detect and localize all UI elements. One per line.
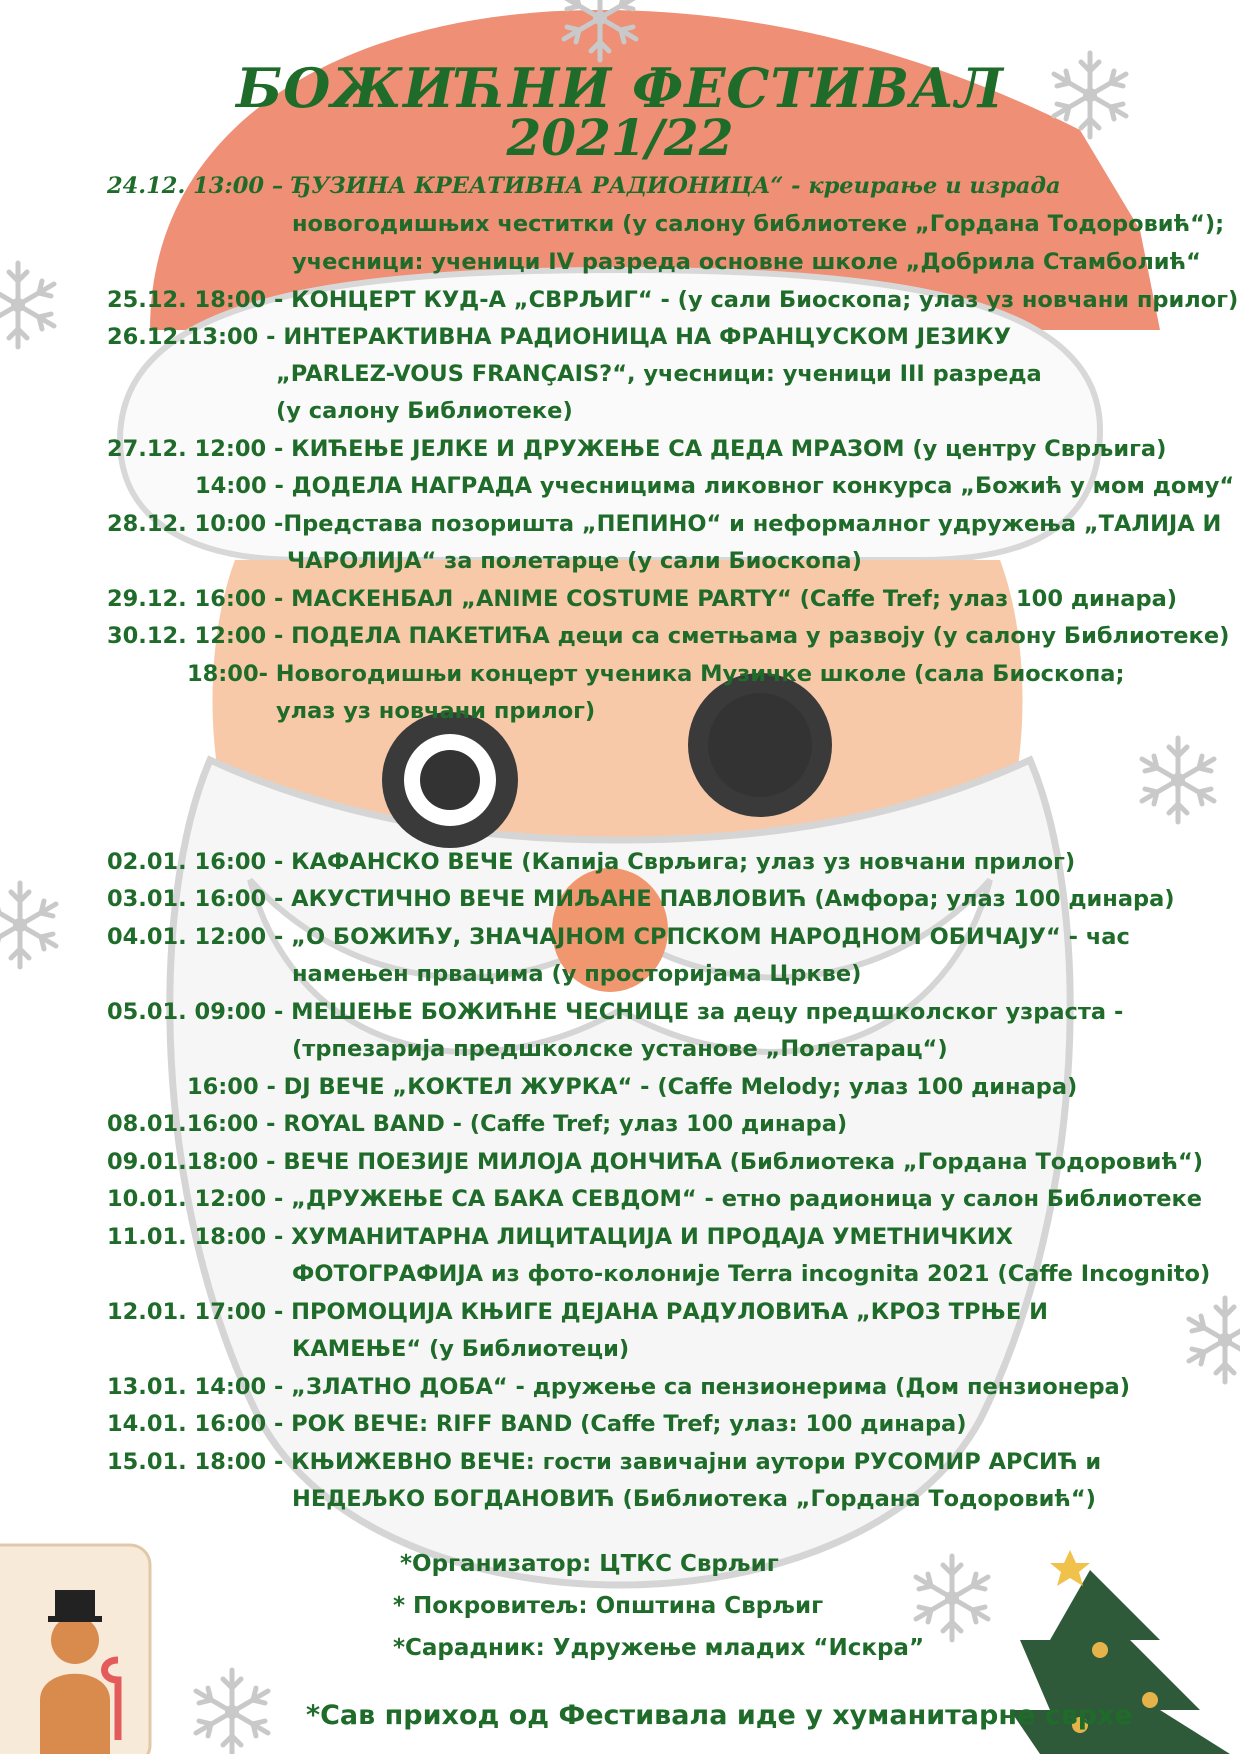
program-line: КАМЕЊЕ“ (у Библиотеци) [292, 1336, 630, 1362]
program-line: ФОТОГРАФИЈА из фото-колоније Terra incognita 2021 (Caffe Incognito) [292, 1261, 1211, 1287]
program-line: 28.12. 10:00 -Представа позоришта „ПЕПИНО“ и неформалног удружења „ТАЛИЈА И [107, 511, 1222, 537]
snowflake-icon [196, 1670, 268, 1754]
festival-year: 2021/22 [506, 108, 734, 167]
program-line: (у салону Библиотеке) [276, 398, 573, 424]
program-line: намењен првацима (у просторијама Цркве) [292, 961, 862, 987]
snowflake-icon [1142, 738, 1214, 822]
program-line: 15.01. 18:00 - КЊИЖЕВНО ВЕЧЕ: гости завичајни аутори РУСОМИР АРСИЋ и [107, 1449, 1102, 1475]
program-line: 11.01. 18:00 - ХУМАНИТАРНА ЛИЦИТАЦИЈА И ПРОДАЈА УМЕТНИЧКИХ [107, 1224, 1014, 1250]
program-line: новогодишњих честитки (у салону библиотеке „Гордана Тодоровић“); [292, 211, 1225, 237]
program-line: 03.01. 16:00 - АКУСТИЧНО ВЕЧЕ МИЉАНЕ ПАВЛОВИЋ (Амфора; улаз 100 динара) [107, 886, 1175, 912]
program-line: 14.01. 16:00 - РОК ВЕЧЕ: RIFF BAND (Caffe Tref; улаз: 100 динара) [107, 1411, 967, 1437]
program-line: 26.12.13:00 - ИНТЕРАКТИВНА РАДИОНИЦА НА ФРАНЦУСКОМ ЈЕЗИКУ [107, 324, 1011, 350]
program-line: улаз уз новчани прилог) [276, 698, 596, 724]
credit-organizer: *Организатор: ЦТКС Сврљиг [400, 1551, 779, 1577]
program-line: (трпезарија предшколске установе „Полетарац“) [292, 1036, 948, 1062]
program-line: 12.01. 17:00 - ПРОМОЦИЈА КЊИГЕ ДЕЈАНА РАДУЛОВИЋА „КРОЗ ТРЊЕ И [107, 1299, 1048, 1325]
program-line: „PARLEZ-VOUS FRANÇAIS?“, учесници: ученици III разреда [276, 361, 1042, 387]
program-line: 13.01. 14:00 - „ЗЛАТНО ДОБА“ - дружење са пензионерима (Дом пензионера) [107, 1374, 1131, 1400]
snowflake-icon [0, 263, 54, 347]
gingerbread-card-icon [0, 1545, 150, 1754]
program-line: ЧАРОЛИЈА“ за полетарце (у сали Биоскопа) [287, 548, 862, 574]
program-line: 05.01. 09:00 - МЕШЕЊЕ БОЖИЋНЕ ЧЕСНИЦЕ за децу предшколског узраста - [107, 999, 1124, 1025]
program-line: 30.12. 12:00 - ПОДЕЛА ПАКЕТИЋА деци са сметњама у развоју (у салону Библиотеке) [107, 623, 1230, 649]
snowflake-icon [1189, 1298, 1240, 1382]
program-line: 18:00- Новогодишњи концерт ученика Музичке школе (сала Биоскопа; [187, 661, 1125, 687]
program-line: НЕДЕЉКО БОГДАНОВИЋ (Библиотека „Гордана Тодоровић“) [292, 1486, 1096, 1512]
program-line: 27.12. 12:00 - КИЋЕЊЕ ЈЕЛКЕ И ДРУЖЕЊЕ СА ДЕДА МРАЗОМ (у центру Сврљига) [107, 436, 1167, 462]
program-line: 25.12. 18:00 - КОНЦЕРТ КУД-А „СВРЉИГ“ - (у сали Биоскопа; улаз уз новчани прилог) [107, 287, 1239, 313]
festival-title: БОЖИЋНИ ФЕСТИВАЛ [236, 56, 1004, 120]
program-line: учесници: ученици IV разреда основне школе „Добрила Стамболић“ [292, 249, 1201, 275]
program-line: 09.01.18:00 - ВЕЧЕ ПОЕЗИЈЕ МИЛОЈА ДОНЧИЋА (Библиотека „Гордана Тодоровић“) [107, 1149, 1204, 1175]
program-line: 16:00 - DJ ВЕЧЕ „КОКТЕЛ ЖУРКА“ - (Caffe Melody; улаз 100 динара) [187, 1074, 1078, 1100]
program-line: 29.12. 16:00 - МАСКЕНБАЛ „ANIME COSTUME PARTY“ (Caffe Tref; улаз 100 динара) [107, 586, 1178, 612]
program-line: 24.12. 13:00 – ЂУЗИНА КРЕАТИВНА РАДИОНИЦА“ - креирање и израда [107, 173, 1061, 199]
program-line: 08.01.16:00 - ROYAL BAND - (Caffe Tref; улаз 100 динара) [107, 1111, 848, 1137]
snowflake-icon [916, 1556, 988, 1640]
footer-note: *Сав приход од Фестивала иде у хуманитарне сврхе [306, 1700, 1133, 1731]
program-line: 02.01. 16:00 - КАФАНСКО ВЕЧЕ (Капија Сврљига; улаз уз новчани прилог) [107, 849, 1076, 875]
program-line: 14:00 - ДОДЕЛА НАГРАДА учесницима ликовног конкурса „Божић у мом дому“ [195, 473, 1235, 499]
snowflake-icon [0, 883, 56, 967]
credit-sponsor: * Покровитељ: Општина Сврљиг [393, 1593, 824, 1619]
program-line: 04.01. 12:00 - „О БОЖИЋУ, ЗНАЧАЈНОМ СРПСКОМ НАРОДНОМ ОБИЧАЈУ“ - час [107, 924, 1130, 950]
program-line: 10.01. 12:00 - „ДРУЖЕЊЕ СА БАКА СЕВДОМ“ - етно радионица у салон Библиотеке [107, 1186, 1203, 1212]
credit-partner: *Сарадник: Удружење младих “Искра” [393, 1635, 925, 1661]
